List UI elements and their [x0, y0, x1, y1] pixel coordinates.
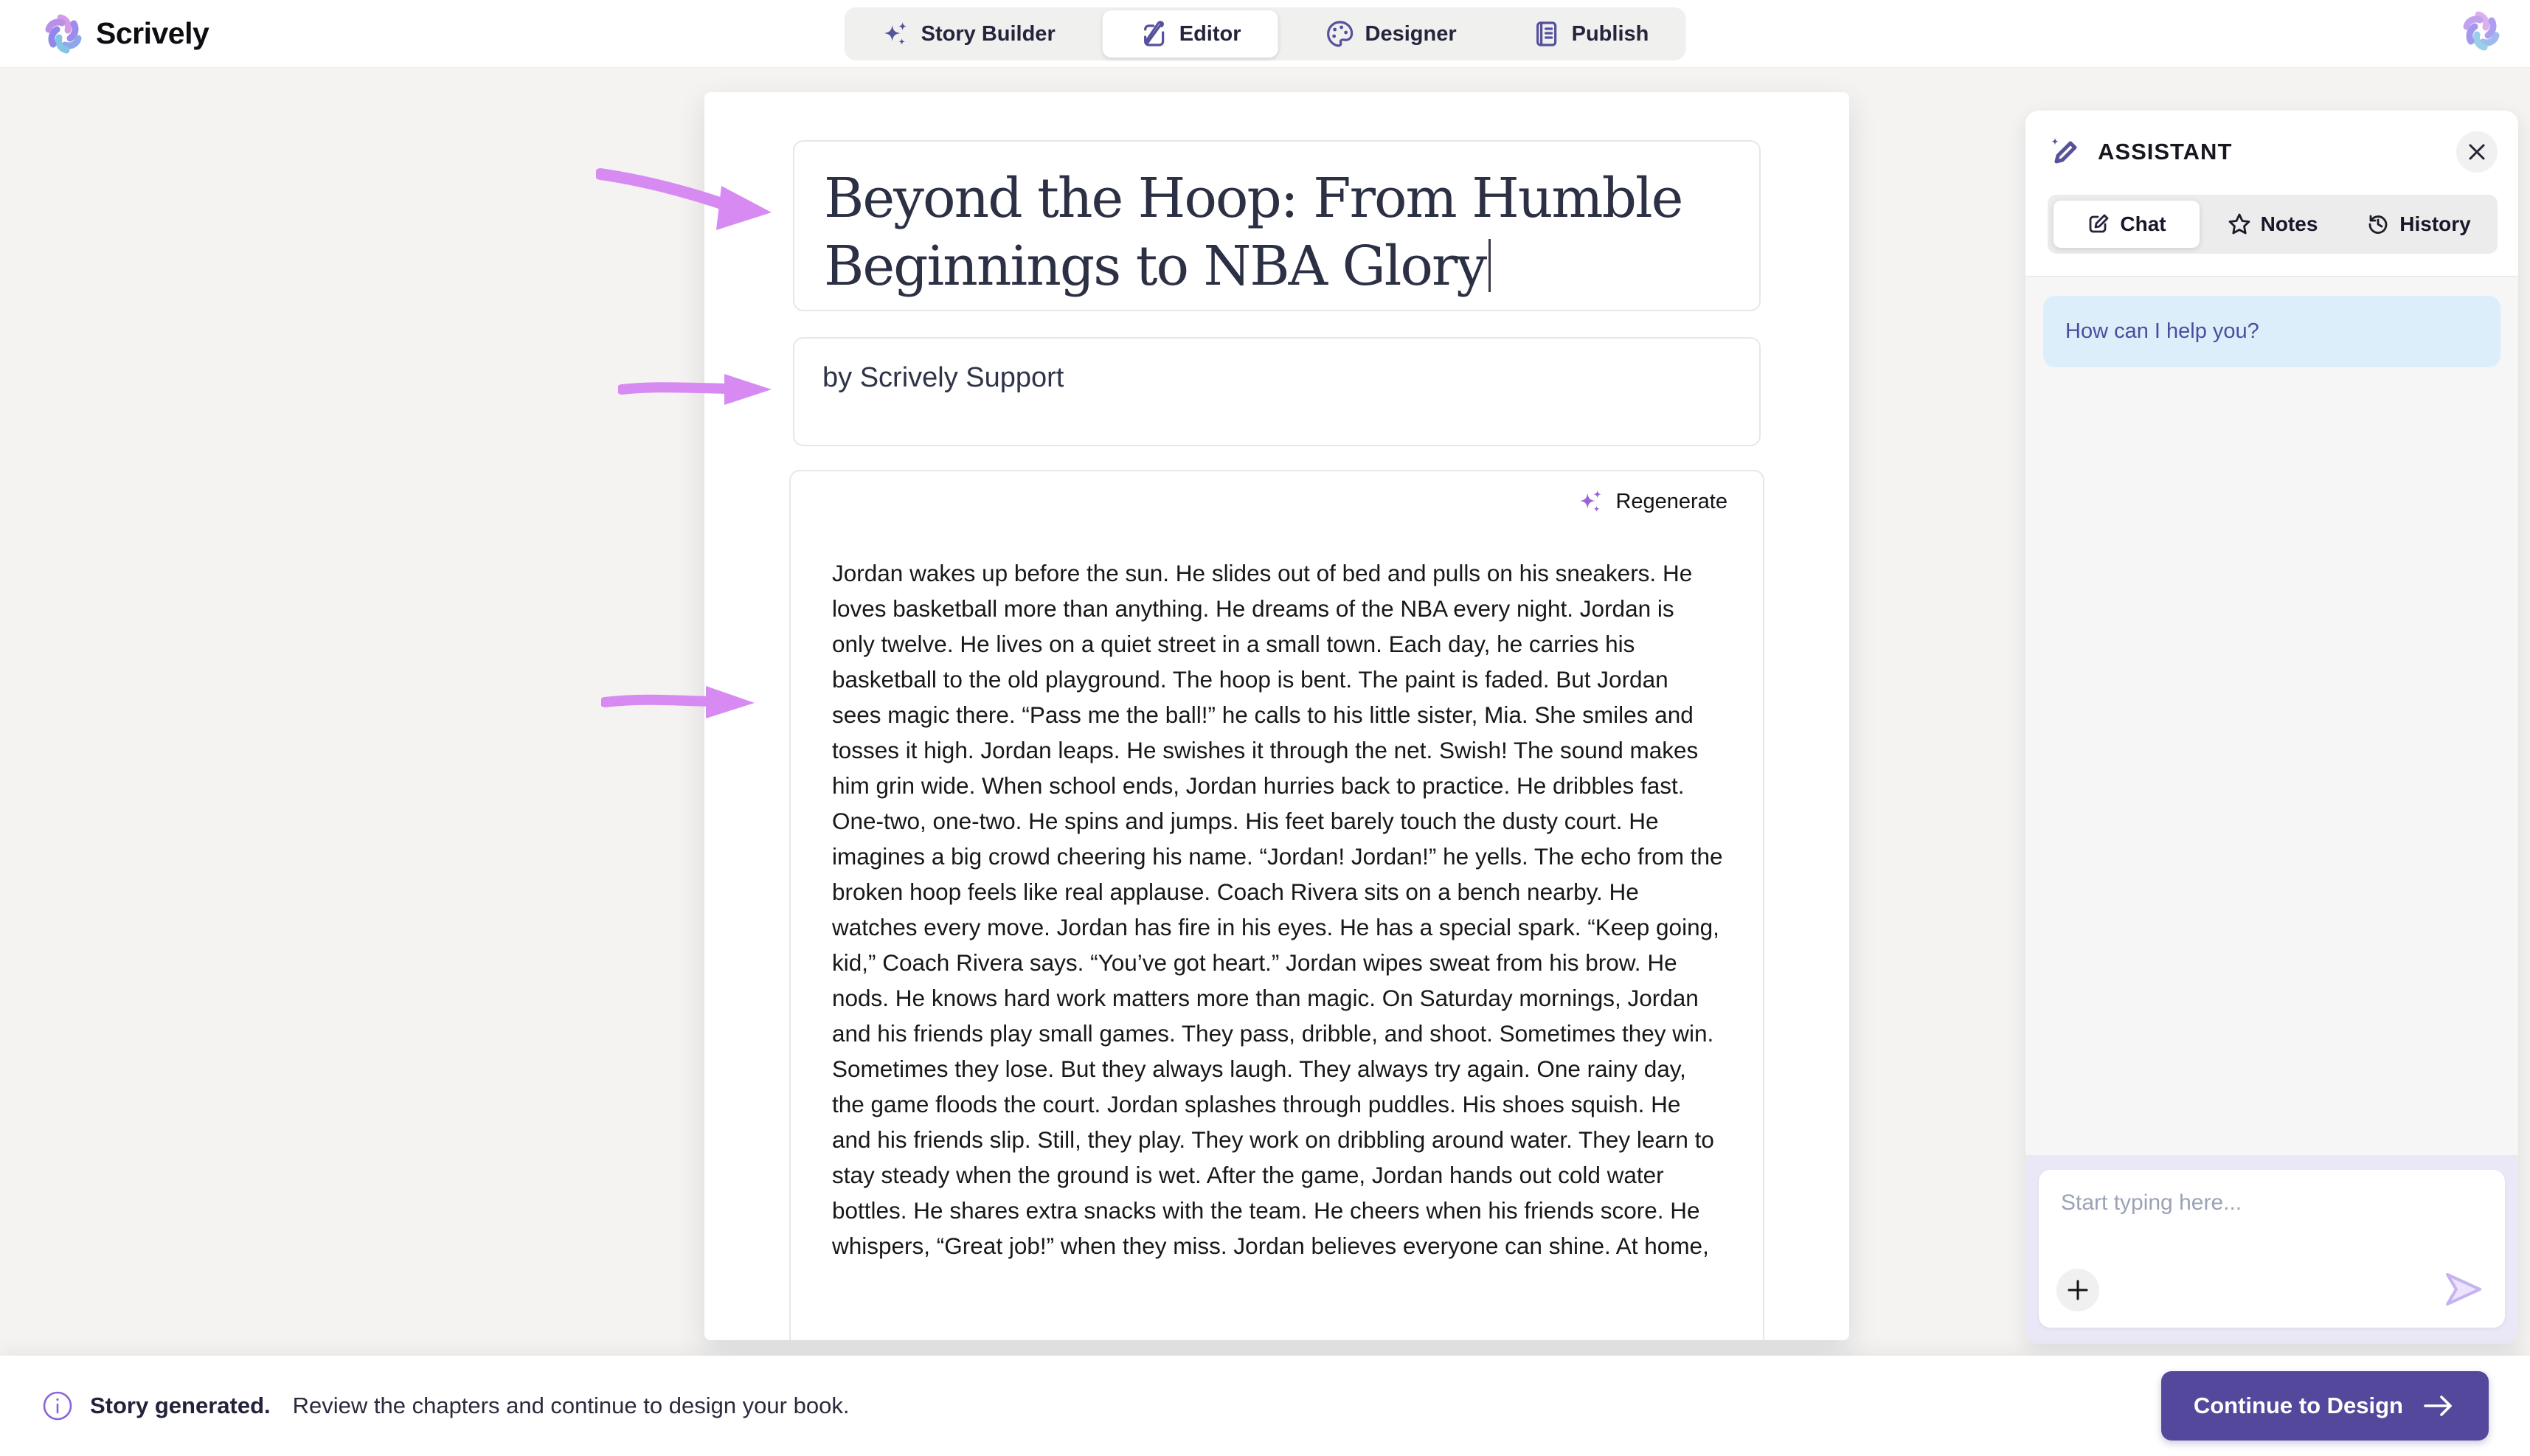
title-field[interactable] [793, 140, 1761, 311]
tab-designer[interactable] [1297, 13, 1485, 55]
tab-publish[interactable] [1504, 13, 1677, 55]
sparkles-icon [1577, 488, 1605, 516]
editor-pen-icon [1140, 19, 1169, 49]
regenerate-button[interactable] [1577, 488, 1727, 516]
tab-editor[interactable] [1103, 10, 1278, 58]
continue-label: Continue to Design [2193, 1393, 2403, 1418]
add-attachment-button[interactable] [2056, 1269, 2099, 1311]
assistant-tab-history[interactable] [2346, 201, 2492, 248]
tab-label: Chat [2120, 212, 2166, 235]
info-icon [41, 1390, 74, 1422]
sparkles-icon [881, 19, 911, 49]
assistant-tab-bar [2048, 195, 2498, 254]
status-headline: Story generated. [90, 1393, 271, 1418]
assistant-panel [2025, 111, 2518, 1344]
story-field[interactable] [789, 470, 1764, 1340]
assistant-header [2025, 111, 2518, 277]
book-icon [1532, 19, 1562, 49]
palette-icon [1325, 19, 1355, 49]
star-icon [2228, 212, 2251, 236]
tab-label: Story Builder [921, 21, 1056, 46]
continue-to-design-button[interactable] [2161, 1371, 2489, 1441]
brand [43, 13, 209, 55]
assistant-tab-notes[interactable] [2200, 201, 2346, 248]
top-bar [0, 0, 2530, 68]
history-clock-icon [2366, 212, 2390, 236]
brand-name: Scrively [96, 16, 209, 50]
send-icon[interactable] [2441, 1269, 2486, 1310]
tab-story-builder[interactable] [853, 13, 1084, 55]
tab-label: History [2399, 212, 2471, 235]
regenerate-label: Regenerate [1615, 489, 1727, 513]
scrively-logo-icon-right [2461, 10, 2502, 52]
status-detail: Review the chapters and continue to design your book. [292, 1393, 850, 1418]
assistant-chat-area [2025, 277, 2518, 386]
annotation-arrow-byline [618, 367, 777, 413]
status-bar [0, 1356, 2530, 1456]
assistant-pencil-icon [2048, 134, 2084, 170]
scrively-logo-icon [43, 13, 84, 55]
assistant-message: How can I help you? [2043, 296, 2500, 367]
annotation-arrow-story [601, 679, 760, 726]
text-cursor [1488, 239, 1491, 292]
tab-label: Notes [2260, 212, 2318, 235]
tab-label: Editor [1179, 21, 1241, 46]
byline-text: by Scrively Support [822, 362, 1064, 393]
document-page [704, 92, 1849, 1340]
tab-label: Designer [1365, 21, 1457, 46]
annotation-arrow-title [596, 164, 784, 241]
chat-input[interactable] [2039, 1170, 2505, 1257]
story-text: Jordan wakes up before the sun. He slides out of bed and pulls on his sneakers. He loves basketball more than anything. He dreams of the NBA every night. Jordan is only twelve. He lives on a quiet street in a small town. Each day, he carries his basketball to the old playground. The hoop is bent. The paint is faded. But Jordan sees magic there. “Pass me the ball!” he calls to his little sister, Mia. She smiles and tosses it high. Jordan leaps. He swishes it through the net. Swish! The sound makes him grin wide. When school ends, Jordan hurries back to practice. He dribbles fast. One-two, one-two. He spins and jumps. His feet barely touch the dusty court. He imagines a big crowd cheering his name. “Jordan! Jordan!” he yells. The echo from the broken hoop feels like real applause. Coach Rivera sits on a bench nearby. He watches every move. Jordan has fire in his eyes. He has a special spark. “Keep going, kid,” Coach Rivera says. “You’ve got heart.” Jordan wipes sweat from his brow. He nods. He knows hard work matters more than magic. On Saturday mornings, Jordan and his friends play small games. They pass, dribble, and shoot. Sometimes they win. Sometimes they lose. But they always laugh. They always try again. One rainy day, the game floods the court. Jordan splashes through puddles. His shoes squish. He and his friends slip. Still, they play. They work on dribbling around water. They learn to stay steady when the ground is wet. After the game, Jordan hands out cold water bottles. He shares extra snacks with the team. He cheers when his friends score. He whispers, “Great job!” when they miss. Jordan believes everyone can shine. At home, [832, 560, 1730, 1259]
byline-field[interactable] [793, 337, 1761, 446]
assistant-title: ASSISTANT [2098, 139, 2233, 164]
close-icon[interactable] [2456, 131, 2498, 173]
arrow-right-icon [2422, 1390, 2456, 1422]
book-title: Beyond the Hoop: From Humble Beginnings to NBA Glory [824, 167, 1682, 298]
main-nav [845, 7, 1686, 60]
chat-input-card [2039, 1170, 2505, 1328]
edit-square-icon [2087, 212, 2110, 236]
tab-label: Publish [1571, 21, 1649, 46]
assistant-tab-chat[interactable] [2054, 201, 2200, 248]
assistant-input-section [2025, 1155, 2518, 1344]
